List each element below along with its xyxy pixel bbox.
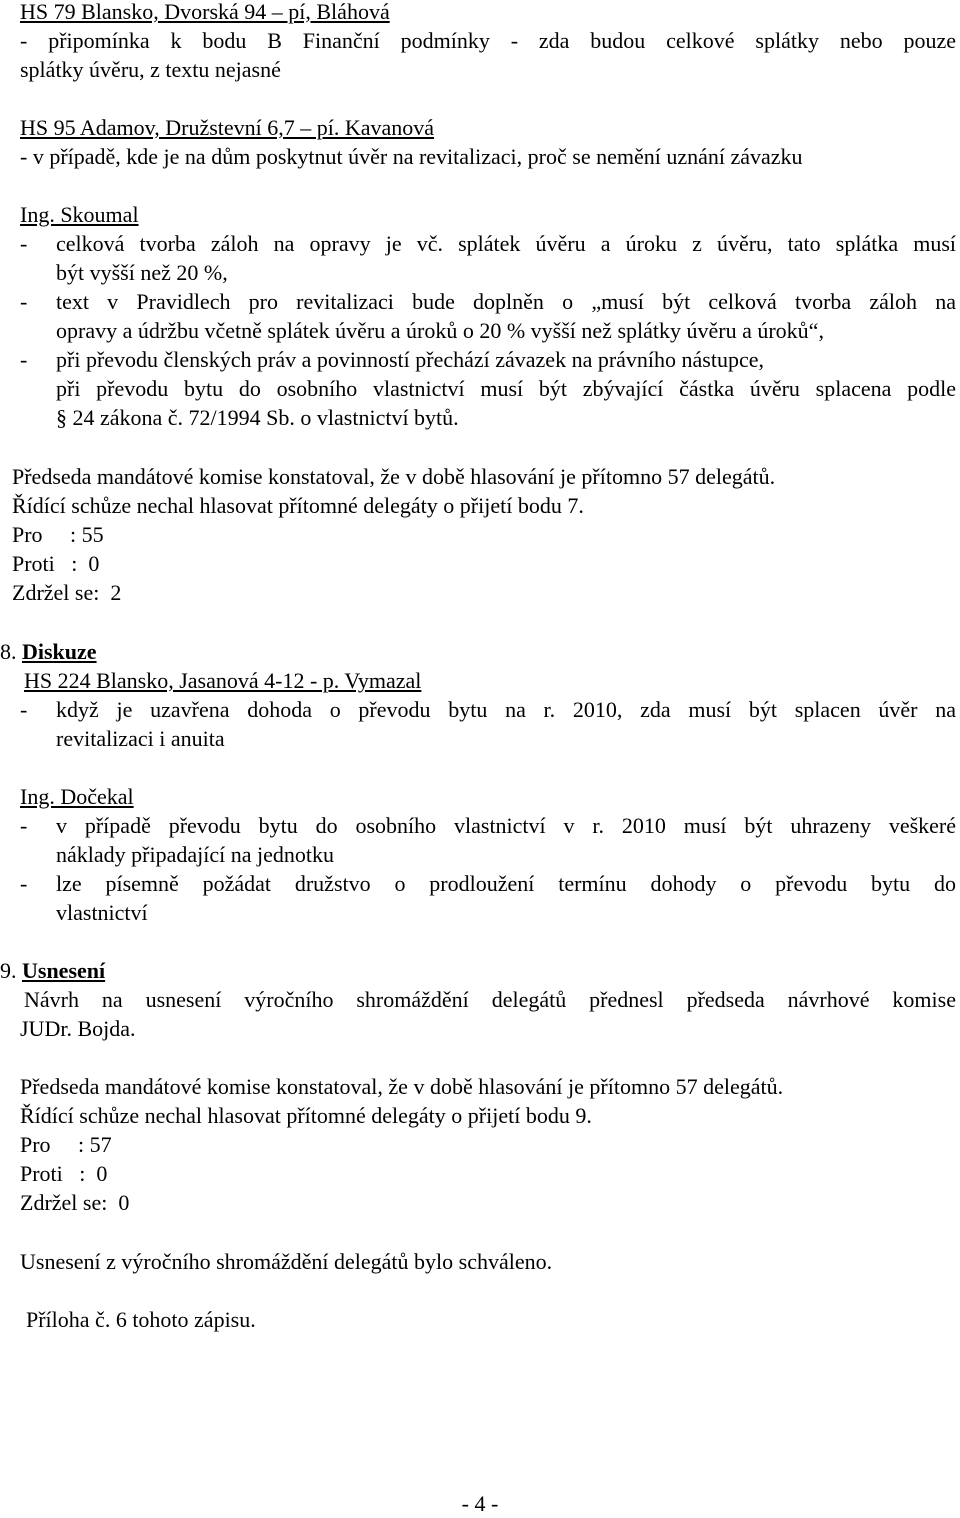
hs95-comment: - v případě, kde je na dům poskytnut úvěr na revitalizaci, proč se nemění uznání závazku (20, 144, 803, 169)
hs224-item-line1: když je uzavřena dohoda o převodu bytu na r. 2010, zda musí být splacen úvěr na (56, 697, 956, 722)
section9-proposal-line1: Návrh na usnesení výročního shromáždění delegátů přednesl předseda návrhové komise (24, 987, 956, 1012)
attachment-note: Příloha č. 6 tohoto zápisu. (26, 1307, 256, 1332)
resolution-approved: Usnesení z výročního shromáždění delegátů bylo schváleno. (20, 1249, 553, 1274)
skoumal-item1-line1: celková tvorba záloh na opravy je vč. splátek úvěru a úroku z úvěru, tato splátka musí (56, 231, 956, 256)
skoumal-item2-line1: text v Pravidlech pro revitalizaci bude doplněn o „musí být celková tvorba záloh na (56, 289, 956, 314)
section9-title: Usnesení (22, 958, 106, 983)
vote9-pro: Pro : 57 (20, 1132, 112, 1157)
docekal-item2-line2: vlastnictví (56, 900, 148, 925)
skoumal-item3-line2: při převodu bytu do osobního vlastnictví musí být zbývající částka úvěru splacena podle (56, 376, 956, 401)
section8-heading (0, 638, 97, 666)
bullet-dash: - (20, 697, 28, 722)
bullet-dash: - (20, 231, 28, 256)
bullet-dash: - (20, 347, 28, 372)
bullet-dash: - (20, 871, 28, 896)
vote7-zdrzel: Zdržel se: 2 (12, 580, 122, 605)
hs95-heading: HS 95 Adamov, Družstevní 6,7 – pí. Kavanová (20, 115, 435, 140)
hs224-heading: HS 224 Blansko, Jasanová 4-12 - p. Vymazal (24, 668, 422, 693)
vote9-statement: Předseda mandátové komise konstatoval, že v době hlasování je přítomno 57 delegátů. (20, 1074, 784, 1099)
vote7-statement: Předseda mandátové komise konstatoval, že v době hlasování je přítomno 57 delegátů. (12, 464, 776, 489)
hs79-comment-line1: - připomínka k bodu B Finanční podmínky - zda budou celkové splátky nebo pouze (20, 28, 956, 53)
section8-number: 8. (0, 639, 17, 664)
vote9-motion: Řídící schůze nechal hlasovat přítomné delegáty o přijetí bodu 9. (20, 1103, 592, 1128)
bullet-dash: - (20, 289, 28, 314)
docekal-item2-line1: lze písemně požádat družstvo o prodloužení termínu dohody o převodu bytu do (56, 871, 956, 896)
vote9-zdrzel: Zdržel se: 0 (20, 1190, 130, 1215)
skoumal-item1-line2: být vyšší než 20 %, (56, 260, 228, 285)
vote7-proti: Proti : 0 (12, 551, 100, 576)
section8-title: Diskuze (22, 639, 97, 664)
vote7-pro: Pro : 55 (12, 522, 104, 547)
vote9-proti: Proti : 0 (20, 1161, 108, 1186)
section9-heading (0, 957, 105, 985)
bullet-dash: - (20, 813, 28, 838)
skoumal-item3-line3: § 24 zákona č. 72/1994 Sb. o vlastnictví bytů. (56, 405, 459, 430)
hs79-comment-line2: splátky úvěru, z textu nejasné (20, 57, 281, 82)
docekal-item1-line1: v případě převodu bytu do osobního vlastnictví v r. 2010 musí být uhrazeny veškeré (56, 813, 956, 838)
skoumal-heading: Ing. Skoumal (20, 202, 139, 227)
skoumal-item3-line1: při převodu členských práv a povinností přechází závazek na právního nástupce, (56, 347, 765, 372)
page-number: - 4 - (461, 1491, 499, 1516)
hs224-item-line2: revitalizaci i anuita (56, 726, 225, 751)
section9-number: 9. (0, 958, 17, 983)
docekal-item1-line2: náklady připadající na jednotku (56, 842, 334, 867)
docekal-heading: Ing. Dočekal (20, 784, 134, 809)
vote7-motion: Řídící schůze nechal hlasovat přítomné delegáty o přijetí bodu 7. (12, 493, 584, 518)
section9-proposal-line2: JUDr. Bojda. (20, 1016, 136, 1041)
skoumal-item2-line2: opravy a údržbu včetně splátek úvěru a úroků o 20 % vyšší než splátky úvěru a úroků“, (56, 318, 824, 343)
hs79-heading: HS 79 Blansko, Dvorská 94 – pí, Bláhová (20, 0, 390, 24)
